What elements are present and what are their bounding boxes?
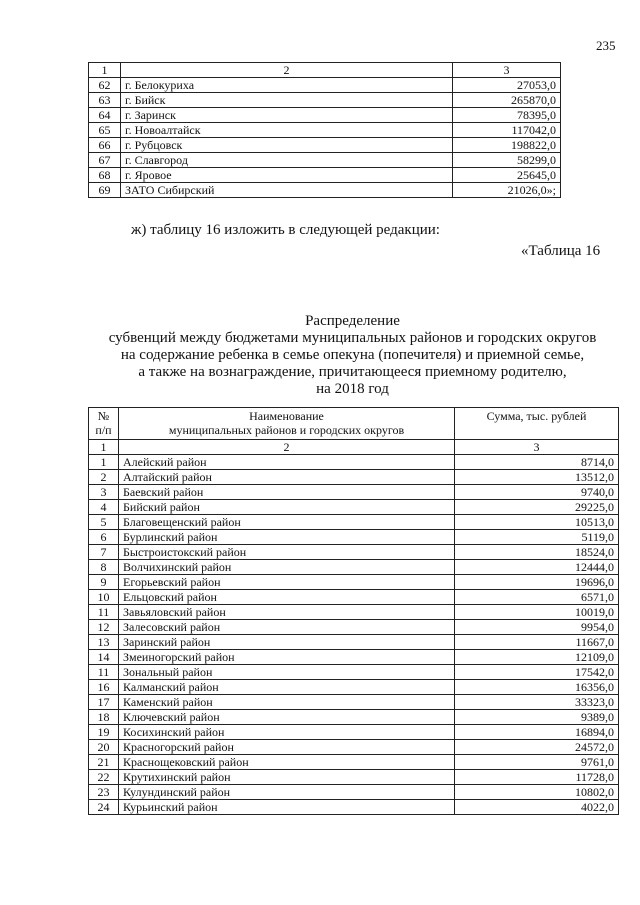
row-name: Бийский район (119, 500, 455, 515)
table-row (89, 560, 619, 575)
table-row (89, 635, 619, 650)
row-number: 65 (89, 123, 121, 138)
row-amount: 58299,0 (453, 153, 561, 168)
header-name-line1: Наименование (249, 409, 324, 423)
title-line: Распределение (305, 313, 400, 329)
row-amount: 16356,0 (455, 680, 619, 695)
header-amount: Сумма, тыс. рублей (455, 408, 619, 440)
row-name: Егорьевский район (119, 575, 455, 590)
table-row (89, 575, 619, 590)
table-label: «Таблица 16 (521, 243, 601, 259)
header-number-line2: п/п (95, 423, 112, 437)
header-name-line2: муниципальных районов и городских округов (168, 423, 405, 437)
row-amount: 13512,0 (455, 470, 619, 485)
row-number: 11 (89, 605, 119, 620)
row-number: 5 (89, 515, 119, 530)
row-name: Змеиногорский район (119, 650, 455, 665)
row-amount: 33323,0 (455, 695, 619, 710)
row-name: г. Яровое (121, 168, 453, 183)
row-amount: 9954,0 (455, 620, 619, 635)
table-row (89, 530, 619, 545)
row-name: Калманский район (119, 680, 455, 695)
row-name: Быстроистокский район (119, 545, 455, 560)
row-amount: 25645,0 (453, 168, 561, 183)
row-name: ЗАТО Сибирский (121, 183, 453, 198)
row-number: 2 (89, 470, 119, 485)
table-row (89, 545, 619, 560)
row-amount: 198822,0 (453, 138, 561, 153)
row-amount: 9389,0 (455, 710, 619, 725)
row-name: Зональный район (119, 665, 455, 680)
table-title (80, 313, 625, 398)
row-number: 68 (89, 168, 121, 183)
table-row (89, 183, 561, 198)
table-row (89, 800, 619, 815)
row-name: Заринский район (119, 635, 455, 650)
row-number: 7 (89, 545, 119, 560)
row-name: Крутихинский район (119, 770, 455, 785)
table-row (89, 695, 619, 710)
row-name: Кулундинский район (119, 785, 455, 800)
row-number: 6 (89, 530, 119, 545)
row-amount: 10802,0 (455, 785, 619, 800)
title-line: а также на вознаграждение, причитающееся приемному родителю, (138, 364, 567, 380)
row-number: 69 (89, 183, 121, 198)
table-row (89, 123, 561, 138)
row-name: г. Славгород (121, 153, 453, 168)
table-row (89, 755, 619, 770)
top-table (88, 62, 561, 198)
row-name: Бурлинский район (119, 530, 455, 545)
row-name: Красногорский район (119, 740, 455, 755)
column-number-2: 2 (119, 440, 455, 455)
table-row (89, 620, 619, 635)
table-row (89, 665, 619, 680)
row-number: 4 (89, 500, 119, 515)
column-number-2: 2 (121, 63, 453, 78)
row-name: Ельцовский район (119, 590, 455, 605)
table-row (89, 93, 561, 108)
column-number-1: 1 (89, 63, 121, 78)
row-amount: 10019,0 (455, 605, 619, 620)
table-header-row (89, 408, 619, 440)
row-number: 16 (89, 680, 119, 695)
main-table (88, 407, 619, 815)
row-number: 10 (89, 590, 119, 605)
table-row (89, 515, 619, 530)
instruction-text: ж) таблицу 16 изложить в следующей редакции: (131, 222, 440, 238)
column-number-1: 1 (89, 440, 119, 455)
row-number: 63 (89, 93, 121, 108)
row-number: 8 (89, 560, 119, 575)
row-name: г. Рубцовск (121, 138, 453, 153)
table-row (89, 153, 561, 168)
row-amount: 12109,0 (455, 650, 619, 665)
row-number: 11 (89, 665, 119, 680)
row-amount: 18524,0 (455, 545, 619, 560)
row-name: Волчихинский район (119, 560, 455, 575)
table-row (89, 108, 561, 123)
table-row (89, 590, 619, 605)
row-name: Каменский район (119, 695, 455, 710)
column-number-3: 3 (453, 63, 561, 78)
row-number: 67 (89, 153, 121, 168)
title-line: на содержание ребенка в семье опекуна (попечителя) и приемной семье, (120, 347, 585, 363)
row-name: Алтайский район (119, 470, 455, 485)
row-amount: 17542,0 (455, 665, 619, 680)
table-numbering-row (89, 440, 619, 455)
row-number: 18 (89, 710, 119, 725)
row-name: Краснощековский район (119, 755, 455, 770)
row-number: 62 (89, 78, 121, 93)
row-name: Курьинский район (119, 800, 455, 815)
table-row (89, 605, 619, 620)
row-amount: 11728,0 (455, 770, 619, 785)
row-amount: 19696,0 (455, 575, 619, 590)
row-number: 20 (89, 740, 119, 755)
table-row (89, 770, 619, 785)
row-name: Благовещенский район (119, 515, 455, 530)
row-amount: 6571,0 (455, 590, 619, 605)
table-row (89, 680, 619, 695)
table-row (89, 78, 561, 93)
table-row (89, 740, 619, 755)
table-row (89, 650, 619, 665)
header-name (119, 408, 455, 440)
table-row (89, 138, 561, 153)
page-number: 235 (596, 38, 616, 53)
table-row (89, 500, 619, 515)
row-number: 9 (89, 575, 119, 590)
row-number: 64 (89, 108, 121, 123)
table-row (89, 785, 619, 800)
row-number: 23 (89, 785, 119, 800)
row-number: 14 (89, 650, 119, 665)
row-name: Завьяловский район (119, 605, 455, 620)
row-amount: 5119,0 (455, 530, 619, 545)
row-number: 21 (89, 755, 119, 770)
table-row (89, 168, 561, 183)
row-number: 13 (89, 635, 119, 650)
row-amount: 21026,0»; (453, 183, 561, 198)
header-number-line1: № (97, 409, 110, 423)
row-name: г. Белокуриха (121, 78, 453, 93)
row-amount: 24572,0 (455, 740, 619, 755)
row-name: Косихинский район (119, 725, 455, 740)
row-number: 17 (89, 695, 119, 710)
row-number: 66 (89, 138, 121, 153)
title-line: на 2018 год (316, 381, 389, 397)
row-amount: 29225,0 (455, 500, 619, 515)
row-name: Залесовский район (119, 620, 455, 635)
row-amount: 9761,0 (455, 755, 619, 770)
row-name: Ключевский район (119, 710, 455, 725)
row-number: 3 (89, 485, 119, 500)
row-number: 22 (89, 770, 119, 785)
row-amount: 4022,0 (455, 800, 619, 815)
row-name: Баевский район (119, 485, 455, 500)
row-amount: 10513,0 (455, 515, 619, 530)
table-row (89, 725, 619, 740)
row-amount: 265870,0 (453, 93, 561, 108)
row-amount: 27053,0 (453, 78, 561, 93)
row-name: г. Заринск (121, 108, 453, 123)
row-number: 24 (89, 800, 119, 815)
row-amount: 16894,0 (455, 725, 619, 740)
row-number: 19 (89, 725, 119, 740)
row-name: г. Новоалтайск (121, 123, 453, 138)
row-name: Алейский район (119, 455, 455, 470)
header-number (89, 408, 119, 440)
row-amount: 11667,0 (455, 635, 619, 650)
table-row (89, 470, 619, 485)
table-row (89, 485, 619, 500)
row-amount: 12444,0 (455, 560, 619, 575)
row-name: г. Бийск (121, 93, 453, 108)
table-row (89, 710, 619, 725)
row-number: 1 (89, 455, 119, 470)
table-header-row (89, 63, 561, 78)
column-number-3: 3 (455, 440, 619, 455)
table-row (89, 455, 619, 470)
row-amount: 9740,0 (455, 485, 619, 500)
row-amount: 8714,0 (455, 455, 619, 470)
row-amount: 78395,0 (453, 108, 561, 123)
title-line: субвенций между бюджетами муниципальных районов и городских округов (108, 330, 597, 346)
row-number: 12 (89, 620, 119, 635)
row-amount: 117042,0 (453, 123, 561, 138)
